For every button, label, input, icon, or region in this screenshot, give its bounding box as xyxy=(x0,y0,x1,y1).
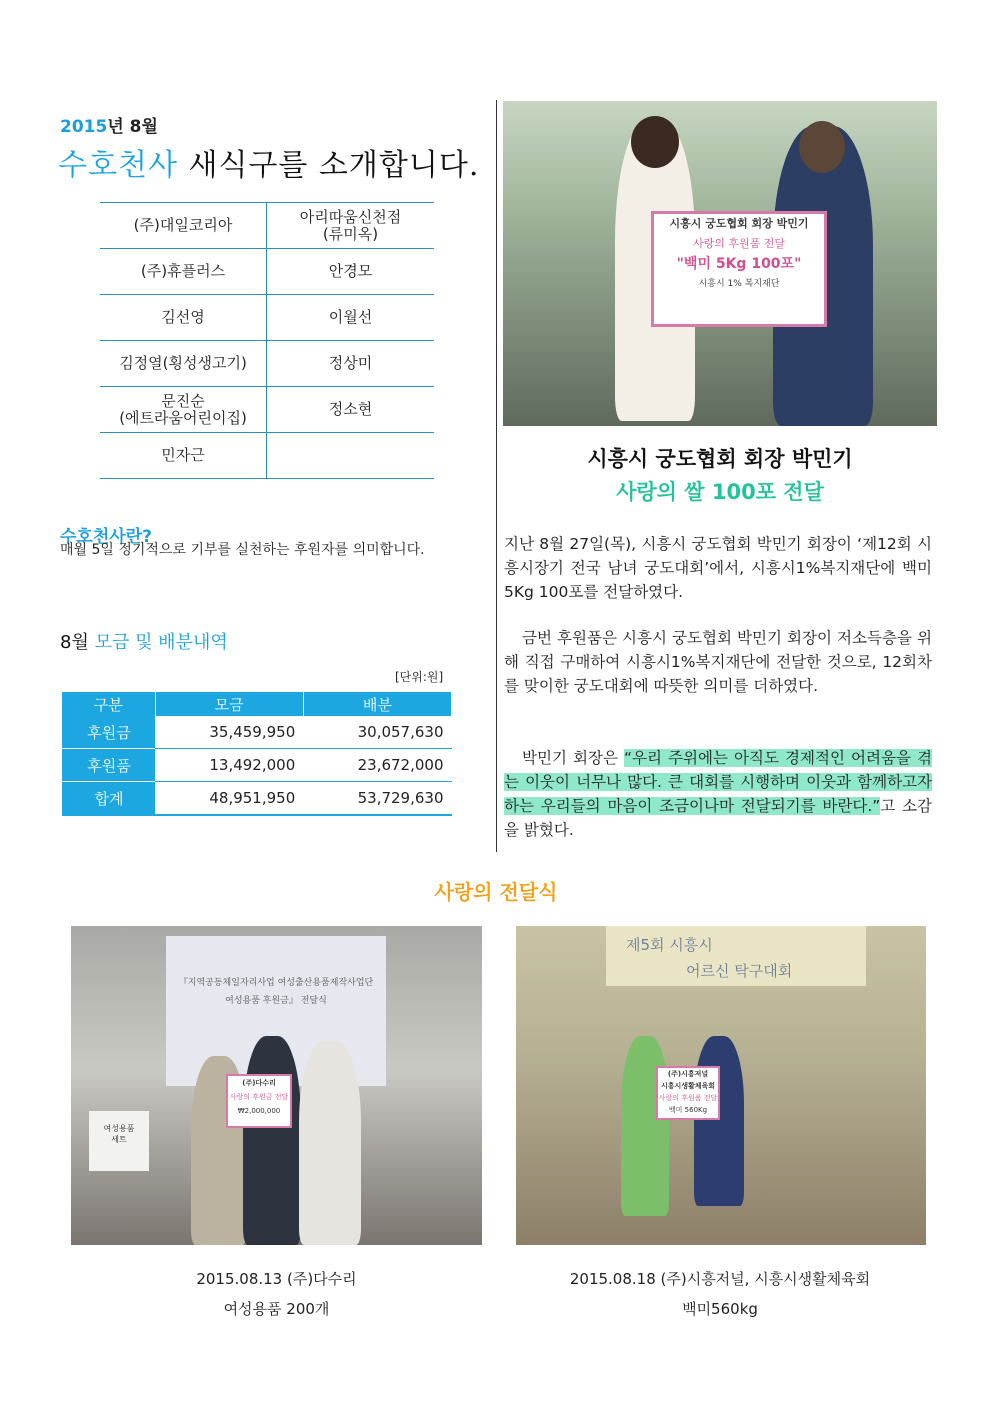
member-row xyxy=(100,249,434,295)
gift-box: 여성용품 세트 xyxy=(89,1111,149,1171)
member-name-cell: 정상미 xyxy=(267,341,435,387)
right-caption-line-2: 백미560kg xyxy=(682,1300,758,1318)
member-name-cell: (주)대일코리아 xyxy=(100,203,267,249)
fund-section-title xyxy=(60,628,228,654)
board-line-2: 시흥시생활체육회 xyxy=(660,1082,716,1090)
member-name-cell: 김정열(횡성생고기) xyxy=(100,341,267,387)
article-paragraph-2: 금번 후원품은 시흥시 궁도협회 박민기 회장이 저소득층을 위해 직접 구매하여 시흥시1%복지재단에 전달한 것으로, 12회차를 맞이한 궁도대회에 따뜻한 의미를 더하였다. xyxy=(504,629,932,695)
fund-row-label: 합계 xyxy=(62,782,155,816)
member-name-cell: 안경모 xyxy=(267,249,435,295)
member-row xyxy=(100,295,434,341)
member-name-cell xyxy=(267,433,435,479)
member-name-cell: 민자근 xyxy=(100,433,267,479)
board-line-4: 시흥시 1% 복지재단 xyxy=(698,279,780,289)
photo-person-man xyxy=(621,1036,669,1216)
fund-row xyxy=(62,782,452,816)
member-row xyxy=(100,341,434,387)
fund-amount-cell: 35,459,950 xyxy=(155,716,303,749)
left-photo xyxy=(71,926,482,1245)
fund-amount-cell: 30,057,630 xyxy=(303,716,451,749)
screen-line-1: 『지역공동체일자리사업 여성출산용품제작사업단 xyxy=(178,978,374,988)
donation-board xyxy=(651,211,827,327)
board-line-3: ₩2,000,000 xyxy=(237,1107,281,1115)
issue-date xyxy=(60,112,158,137)
fund-row xyxy=(62,749,452,782)
member-row xyxy=(100,387,434,433)
member-name-cell: 아리따움신천점 (류미옥) xyxy=(267,203,435,249)
banner-line-2: 어르신 탁구대회 xyxy=(686,962,793,980)
new-members-table xyxy=(100,202,434,479)
screen-line-2: 여성용품 후원금』 전달식 xyxy=(225,996,327,1006)
left-caption-line-1: 2015.08.13 (주)다수리 xyxy=(196,1270,357,1288)
board-line-3: "백미 5Kg 100포" xyxy=(676,256,802,272)
headline-text: 새식구를 소개합니다. xyxy=(188,148,480,183)
highlighted-quote: “우리 주위에는 아직도 경제적인 어려움을 겪는 이웃이 너무나 많다. 큰 대회를 시행하며 이웃과 함께하고자 하는 우리들의 마음이 조금이나마 전달되기를 바란다.” xyxy=(504,749,932,815)
fund-amount-cell: 48,951,950 xyxy=(155,782,303,816)
left-caption-line-2: 여성용품 200개 xyxy=(223,1300,330,1318)
quote-lead: 박민기 회장은 xyxy=(522,749,625,767)
board-line-3: 사랑의 후원품 전달 xyxy=(658,1094,718,1102)
member-name-cell: 정소현 xyxy=(267,387,435,433)
definition-body: 매월 5일 정기적으로 기부를 실천하는 후원자를 의미합니다. xyxy=(60,542,425,558)
fund-amount-cell: 13,492,000 xyxy=(155,749,303,782)
left-caption xyxy=(71,1264,482,1324)
member-name-cell: 김선영 xyxy=(100,295,267,341)
fund-column-header: 배분 xyxy=(303,692,451,716)
fund-column-header: 구분 xyxy=(62,692,155,716)
article-paragraph-3 xyxy=(504,746,932,842)
member-name-cell: 이월선 xyxy=(267,295,435,341)
donation-board xyxy=(226,1074,292,1128)
fund-column-header: 모금 xyxy=(155,692,303,716)
right-photo xyxy=(516,926,926,1245)
board-line-4: 백미 560Kg xyxy=(668,1106,708,1114)
article-subtitle: 사랑의 쌀 100포 전달 xyxy=(616,480,824,504)
page-headline xyxy=(58,140,479,184)
issue-year: 2015 xyxy=(60,117,108,137)
right-caption xyxy=(490,1264,950,1324)
fund-unit-label: [단위:원] xyxy=(395,670,444,684)
column-divider xyxy=(496,100,497,852)
main-photo xyxy=(503,101,937,426)
event-banner xyxy=(606,926,866,986)
board-line-1: 시흥시 궁도협회 회장 박민기 xyxy=(669,217,809,230)
member-name-cell: (주)휴플러스 xyxy=(100,249,267,295)
headline-highlight: 수호천사 xyxy=(58,148,178,183)
donation-board xyxy=(656,1066,720,1120)
fund-row-label: 후원금 xyxy=(62,716,155,749)
photo-person-head xyxy=(631,116,679,168)
fund-title-text: 모금 및 배분내역 xyxy=(94,632,228,653)
board-line-2: 사랑의 후원금 전달 xyxy=(229,1093,289,1101)
board-line-2: 사랑의 후원품 전달 xyxy=(692,237,785,250)
member-row xyxy=(100,433,434,479)
banner-line-1: 제5회 시흥시 xyxy=(626,936,713,954)
right-caption-line-1: 2015.08.18 (주)시흥저널, 시흥시생활체육회 xyxy=(569,1270,871,1288)
fund-title-month: 8월 xyxy=(60,632,89,653)
section-title: 사랑의 전달식 xyxy=(434,880,558,904)
photo-person-head xyxy=(799,121,845,173)
photo-person-woman xyxy=(694,1036,744,1206)
fund-table xyxy=(62,692,452,816)
quote-tail: 고 소감을 밝혔다. xyxy=(504,797,932,839)
issue-month: 년 8월 xyxy=(107,117,158,137)
fund-row-label: 후원품 xyxy=(62,749,155,782)
fund-amount-cell: 53,729,630 xyxy=(303,782,451,816)
definition-title: 수호천사란? xyxy=(60,527,152,547)
fund-row xyxy=(62,716,452,749)
article-paragraph-1: 지난 8월 27일(목), 시흥시 궁도협회 박민기 회장이 ‘제12회 시흥시장기 전국 남녀 궁도대회’에서, 시흥시1%복지재단에 백미 5Kg 100포를 전달하였다. xyxy=(504,535,932,601)
member-row xyxy=(100,203,434,249)
photo-person-man xyxy=(243,1036,301,1245)
board-line-1: (주)다수리 xyxy=(242,1079,276,1087)
photo-person-man xyxy=(299,1041,361,1245)
article-title: 시흥시 궁도협회 회장 박민기 xyxy=(587,447,853,471)
fund-amount-cell: 23,672,000 xyxy=(303,749,451,782)
board-line-1: (주)시흥저널 xyxy=(667,1070,709,1078)
member-name-cell: 문진순 (에트라움어린이집) xyxy=(100,387,267,433)
